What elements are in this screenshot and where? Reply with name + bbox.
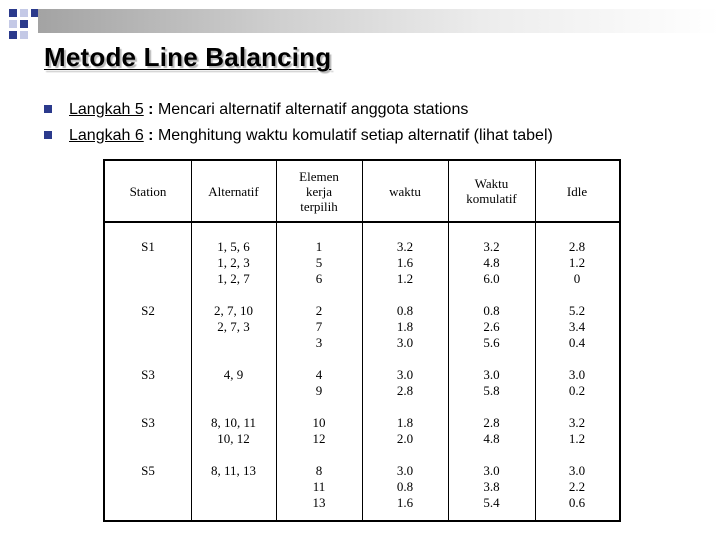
table-header-cell: Idle: [566, 183, 588, 199]
table-cell-elemen: 7: [315, 319, 323, 334]
slide-title: Metode Line Balancing: [44, 42, 332, 72]
step-colon: :: [143, 127, 158, 144]
table-cell-idle: 0: [573, 271, 581, 286]
table-header-cell: Waktu komulatif: [466, 176, 517, 206]
square-bullet-icon: [44, 105, 52, 113]
table-cell-idle: 0.6: [568, 495, 586, 510]
table-cell-waktu: 3.0: [396, 335, 414, 350]
table-cell-komulatif: 5.4: [483, 495, 500, 510]
table-cell-elemen: 1: [315, 239, 323, 254]
table-cell-alternatif: 10, 12: [217, 431, 250, 446]
table-cell-idle: 3.0: [568, 463, 586, 478]
line-balancing-table: [103, 159, 621, 522]
table-cell-komulatif: 2.8: [483, 415, 500, 430]
table-cell-alternatif: 1, 5, 6: [217, 239, 250, 254]
table-cell-idle: 1.2: [568, 431, 586, 446]
table-cell-idle: 0.2: [568, 383, 586, 398]
square-bullet-icon: [44, 131, 52, 139]
table-cell-alternatif: 8, 11, 13: [210, 463, 257, 478]
table-cell-idle: 0.4: [568, 335, 586, 350]
table-cell-komulatif: 2.6: [483, 319, 500, 334]
table-cell-idle: 3.2: [568, 415, 586, 430]
table-cell-idle: 3.0: [568, 367, 586, 382]
table-cell-komulatif: 5.6: [483, 335, 500, 350]
table-cell-idle: 2.2: [568, 479, 586, 494]
table-cell-idle: 5.2: [568, 303, 586, 318]
table-cell-elemen: 10: [312, 415, 326, 430]
table-header-cell: waktu: [389, 183, 421, 199]
table-header-cell: Elemen kerja terpilih: [299, 168, 339, 214]
decor-square: [20, 20, 28, 28]
table-cell-komulatif: 3.0: [483, 463, 500, 478]
table-cell-station: S2: [141, 303, 155, 318]
table-cell-elemen: 6: [315, 271, 323, 286]
bullet-item: [44, 126, 704, 152]
decor-square: [20, 9, 28, 17]
table-cell-alternatif: 8, 10, 11: [210, 415, 257, 430]
table-cell-alternatif: 1, 2, 3: [217, 255, 250, 270]
decor-square: [9, 20, 17, 28]
table-cell-waktu: 3.0: [396, 463, 414, 478]
table-cell-waktu: 1.6: [396, 495, 414, 510]
table-cell-elemen: 5: [315, 255, 323, 270]
table-cell-komulatif: 3.2: [483, 239, 500, 254]
decor-square: [20, 31, 28, 39]
step-description: Mencari alternatif alternatif anggota stations: [157, 101, 469, 118]
table-cell-komulatif: 4.8: [483, 431, 500, 446]
step-colon: :: [143, 101, 158, 118]
decor-square: [9, 31, 17, 39]
table-cell-alternatif: 4, 9: [223, 367, 244, 382]
table-cell-alternatif: 2, 7, 3: [217, 319, 250, 334]
bullet-text: [69, 100, 468, 120]
table-cell-elemen: 2: [315, 303, 323, 318]
step-label: Langkah 6: [69, 127, 144, 144]
table-cell-waktu: 3.2: [396, 239, 414, 254]
table-cell-elemen: 9: [315, 383, 323, 398]
bullet-list: [44, 100, 704, 152]
table-cell-waktu: 1.2: [396, 271, 414, 286]
table-cell-waktu: 1.6: [396, 255, 414, 270]
table-cell-station: S3: [141, 367, 155, 382]
table-cell-komulatif: 3.0: [483, 367, 500, 382]
table-header-cell: Station: [129, 183, 167, 199]
header-gradient-bar: [38, 9, 720, 33]
table-cell-waktu: 2.8: [396, 383, 414, 398]
table-cell-komulatif: 4.8: [483, 255, 500, 270]
table-cell-elemen: 8: [315, 463, 323, 478]
table-cell-station: S3: [141, 415, 155, 430]
table-cell-waktu: 0.8: [396, 303, 414, 318]
table-cell-waktu: 3.0: [396, 367, 414, 382]
table-cell-idle: 2.8: [568, 239, 586, 254]
table-cell-elemen: 13: [312, 495, 326, 510]
table-cell-waktu: 0.8: [396, 479, 414, 494]
step-description: Menghitung waktu komulatif setiap alternatif (lihat tabel): [157, 127, 553, 144]
decor-square: [9, 9, 17, 17]
table-cell-station: S1: [141, 239, 155, 254]
table-header-cell: Alternatif: [208, 183, 259, 199]
table-cell-komulatif: 3.8: [483, 479, 500, 494]
table-header-divider: [105, 221, 619, 223]
table-cell-komulatif: 5.8: [483, 383, 500, 398]
bullet-text: [69, 126, 553, 146]
step-label: Langkah 5: [69, 101, 144, 118]
table-cell-alternatif: 2, 7, 10: [214, 303, 253, 318]
table-cell-waktu: 1.8: [396, 415, 414, 430]
table-cell-idle: 1.2: [568, 255, 586, 270]
table-cell-waktu: 1.8: [396, 319, 414, 334]
table-cell-komulatif: 0.8: [483, 303, 500, 318]
bullet-item: [44, 100, 704, 126]
table-cell-idle: 3.4: [568, 319, 586, 334]
table-cell-alternatif: 1, 2, 7: [217, 271, 250, 286]
table-cell-elemen: 12: [312, 431, 326, 446]
table-cell-elemen: 4: [315, 367, 323, 382]
table-cell-waktu: 2.0: [396, 431, 414, 446]
table-cell-elemen: 11: [312, 479, 326, 494]
table-cell-station: S5: [141, 463, 155, 478]
table-cell-komulatif: 6.0: [483, 271, 500, 286]
table-cell-elemen: 3: [315, 335, 323, 350]
